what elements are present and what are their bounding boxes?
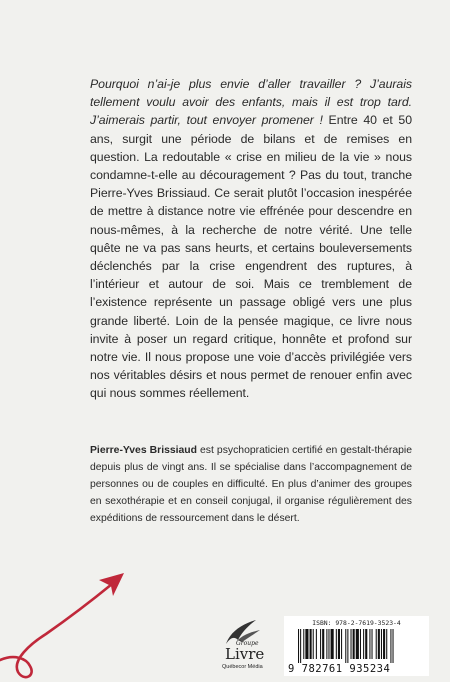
barcode-bar	[376, 629, 377, 659]
barcode-bar	[345, 629, 346, 663]
barcode-bar	[369, 629, 370, 659]
barcode-bar	[328, 629, 329, 659]
barcode-bar	[331, 629, 334, 659]
barcode-bar	[322, 629, 324, 659]
red-arrow-icon	[0, 542, 150, 682]
barcode-bar	[313, 629, 314, 659]
barcode-block	[284, 616, 429, 676]
barcode-bar	[386, 629, 387, 659]
barcode-bar	[353, 629, 355, 659]
publisher-name: Livre	[225, 645, 265, 663]
barcode-bar	[326, 629, 327, 659]
barcode-bar	[303, 629, 304, 659]
barcode-bar	[378, 629, 380, 659]
barcode-bar	[351, 629, 352, 659]
barcode-bar	[305, 629, 308, 659]
blurb-body: Entre 40 et 50 ans, surgit une période de bilans et de remises en question. La redoutable « crise en milieu de la vie » nous condamne-t-elle au découragement ? Pas du tout, tranche Pierre-Yves Brissiaud. Ce serait plutôt l’occasion inespérée de mettre à distance notre vie effrénée pour descendre en nous-mêmes, à la recherche de notre vérité. Une telle quête ne va pas sans heurts, et certains bouleversements déclenchés par la crise engendrent des ruptures, à l’intérieur et autour de soi. Mais ce tremblement de l’existence représente un passage obligé vers une plus grande liberté. Loin de la pensée magique, ce livre nous invite à poser un regard critique, honnête et profond sur notre vie. Il nous propose une voie d’accès privilégiée vers nos véritables désirs et nous permet de renouer enfin avec qui nous sommes réellement.	[90, 113, 413, 401]
barcode-bar	[381, 629, 382, 659]
publisher-logo	[212, 616, 272, 676]
barcode-bar	[341, 629, 342, 659]
publisher-subtitle: Québecor Média	[222, 664, 263, 670]
barcode-bar	[336, 629, 337, 659]
barcode-bar	[383, 629, 385, 659]
publisher-groupe: Groupe	[236, 640, 259, 647]
barcode-bar	[365, 629, 367, 659]
ean-number: 9 782761 935234	[288, 663, 391, 675]
blurb-intro-question: Pourquoi n’ai-je plus envie d’aller travailler ? J’aurais tellement voulu avoir des enfants, mais il est trop tard. J’aimerais partir, tout envoyer promener !	[90, 77, 412, 128]
barcode-bar	[300, 629, 301, 663]
barcode-bar	[320, 629, 321, 659]
barcode-bar	[390, 629, 391, 663]
author-bio	[90, 442, 412, 527]
barcode-bar	[310, 629, 312, 659]
barcode-bar	[363, 629, 364, 659]
barcode-bar	[372, 629, 373, 659]
barcode-bar	[338, 629, 340, 659]
barcode-bars	[298, 629, 418, 663]
author-name: Pierre-Yves Brissiaud	[90, 445, 197, 456]
barcode-bar	[298, 629, 299, 663]
isbn-text: ISBN: 978-2-7619-3523-4	[312, 619, 401, 627]
author-bio-text: est psychopraticien certifié en gestalt-thérapie depuis plus de vingt ans. Il se spécialise dans l’accompagnement de personnes ou de couples en difficulté. En plus d’animer des groupes en sexothérapie et en conseil conjugal, il organise régulièrement des expéditions de ressourcement dans le désert.	[90, 445, 412, 524]
barcode-bar	[360, 629, 361, 659]
barcode-bar	[393, 629, 394, 663]
blurb-paragraph	[90, 75, 412, 403]
barcode-bar	[347, 629, 348, 663]
barcode-bar	[316, 629, 317, 659]
barcode-bar	[356, 629, 359, 659]
